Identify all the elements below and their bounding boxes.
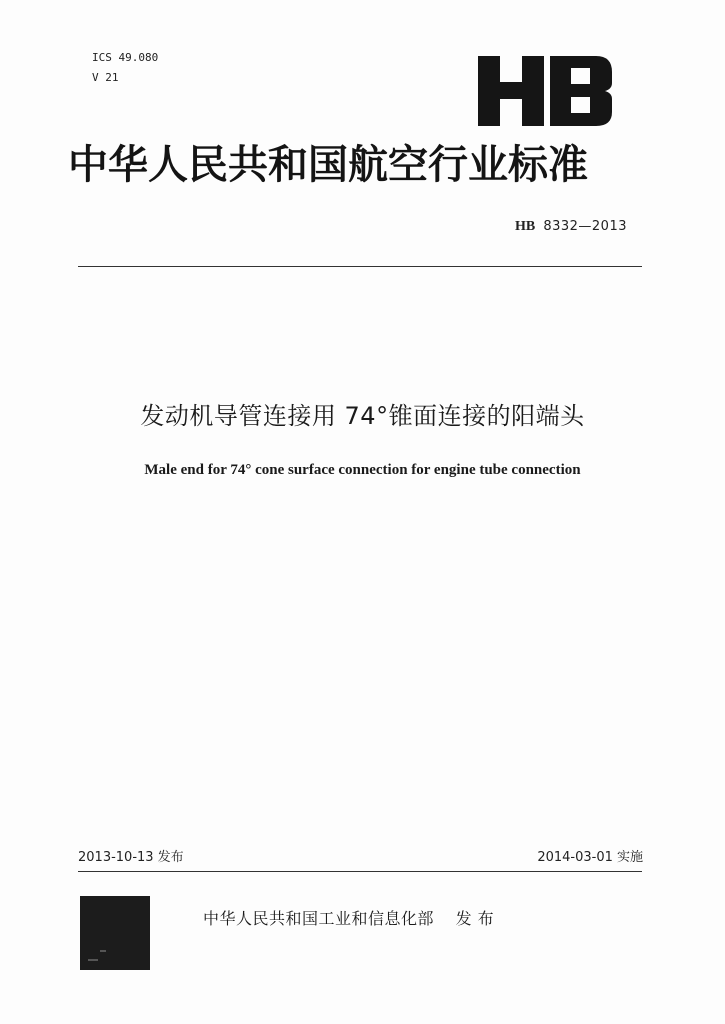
ics-code: ICS 49.080 bbox=[92, 51, 159, 64]
standard-code: 8332—2013 bbox=[543, 219, 627, 234]
publish-action: 发布 bbox=[455, 909, 500, 928]
hb-logo bbox=[478, 56, 612, 126]
standard-prefix: HB bbox=[514, 219, 536, 234]
chinese-document-title: 发动机导管连接用 74°锥面连接的阳端头 bbox=[140, 402, 585, 430]
publisher-name: 中华人民共和国工业和信息化部 bbox=[203, 909, 435, 928]
industry-standard-title: 中华人民共和国航空行业标准 bbox=[68, 142, 588, 188]
publisher-line bbox=[203, 906, 500, 929]
standard-number bbox=[515, 219, 627, 235]
category-code: V 21 bbox=[92, 71, 119, 84]
anti-counterfeit-seal bbox=[80, 896, 150, 970]
top-divider bbox=[78, 266, 642, 267]
classification-codes bbox=[92, 48, 158, 88]
issue-date: 2013-10-13 发布 bbox=[78, 850, 184, 865]
implementation-date: 2014-03-01 实施 bbox=[537, 850, 643, 865]
english-document-title: Male end for 74° cone surface connection for engine tube connection bbox=[144, 462, 581, 478]
bottom-divider bbox=[78, 871, 642, 872]
